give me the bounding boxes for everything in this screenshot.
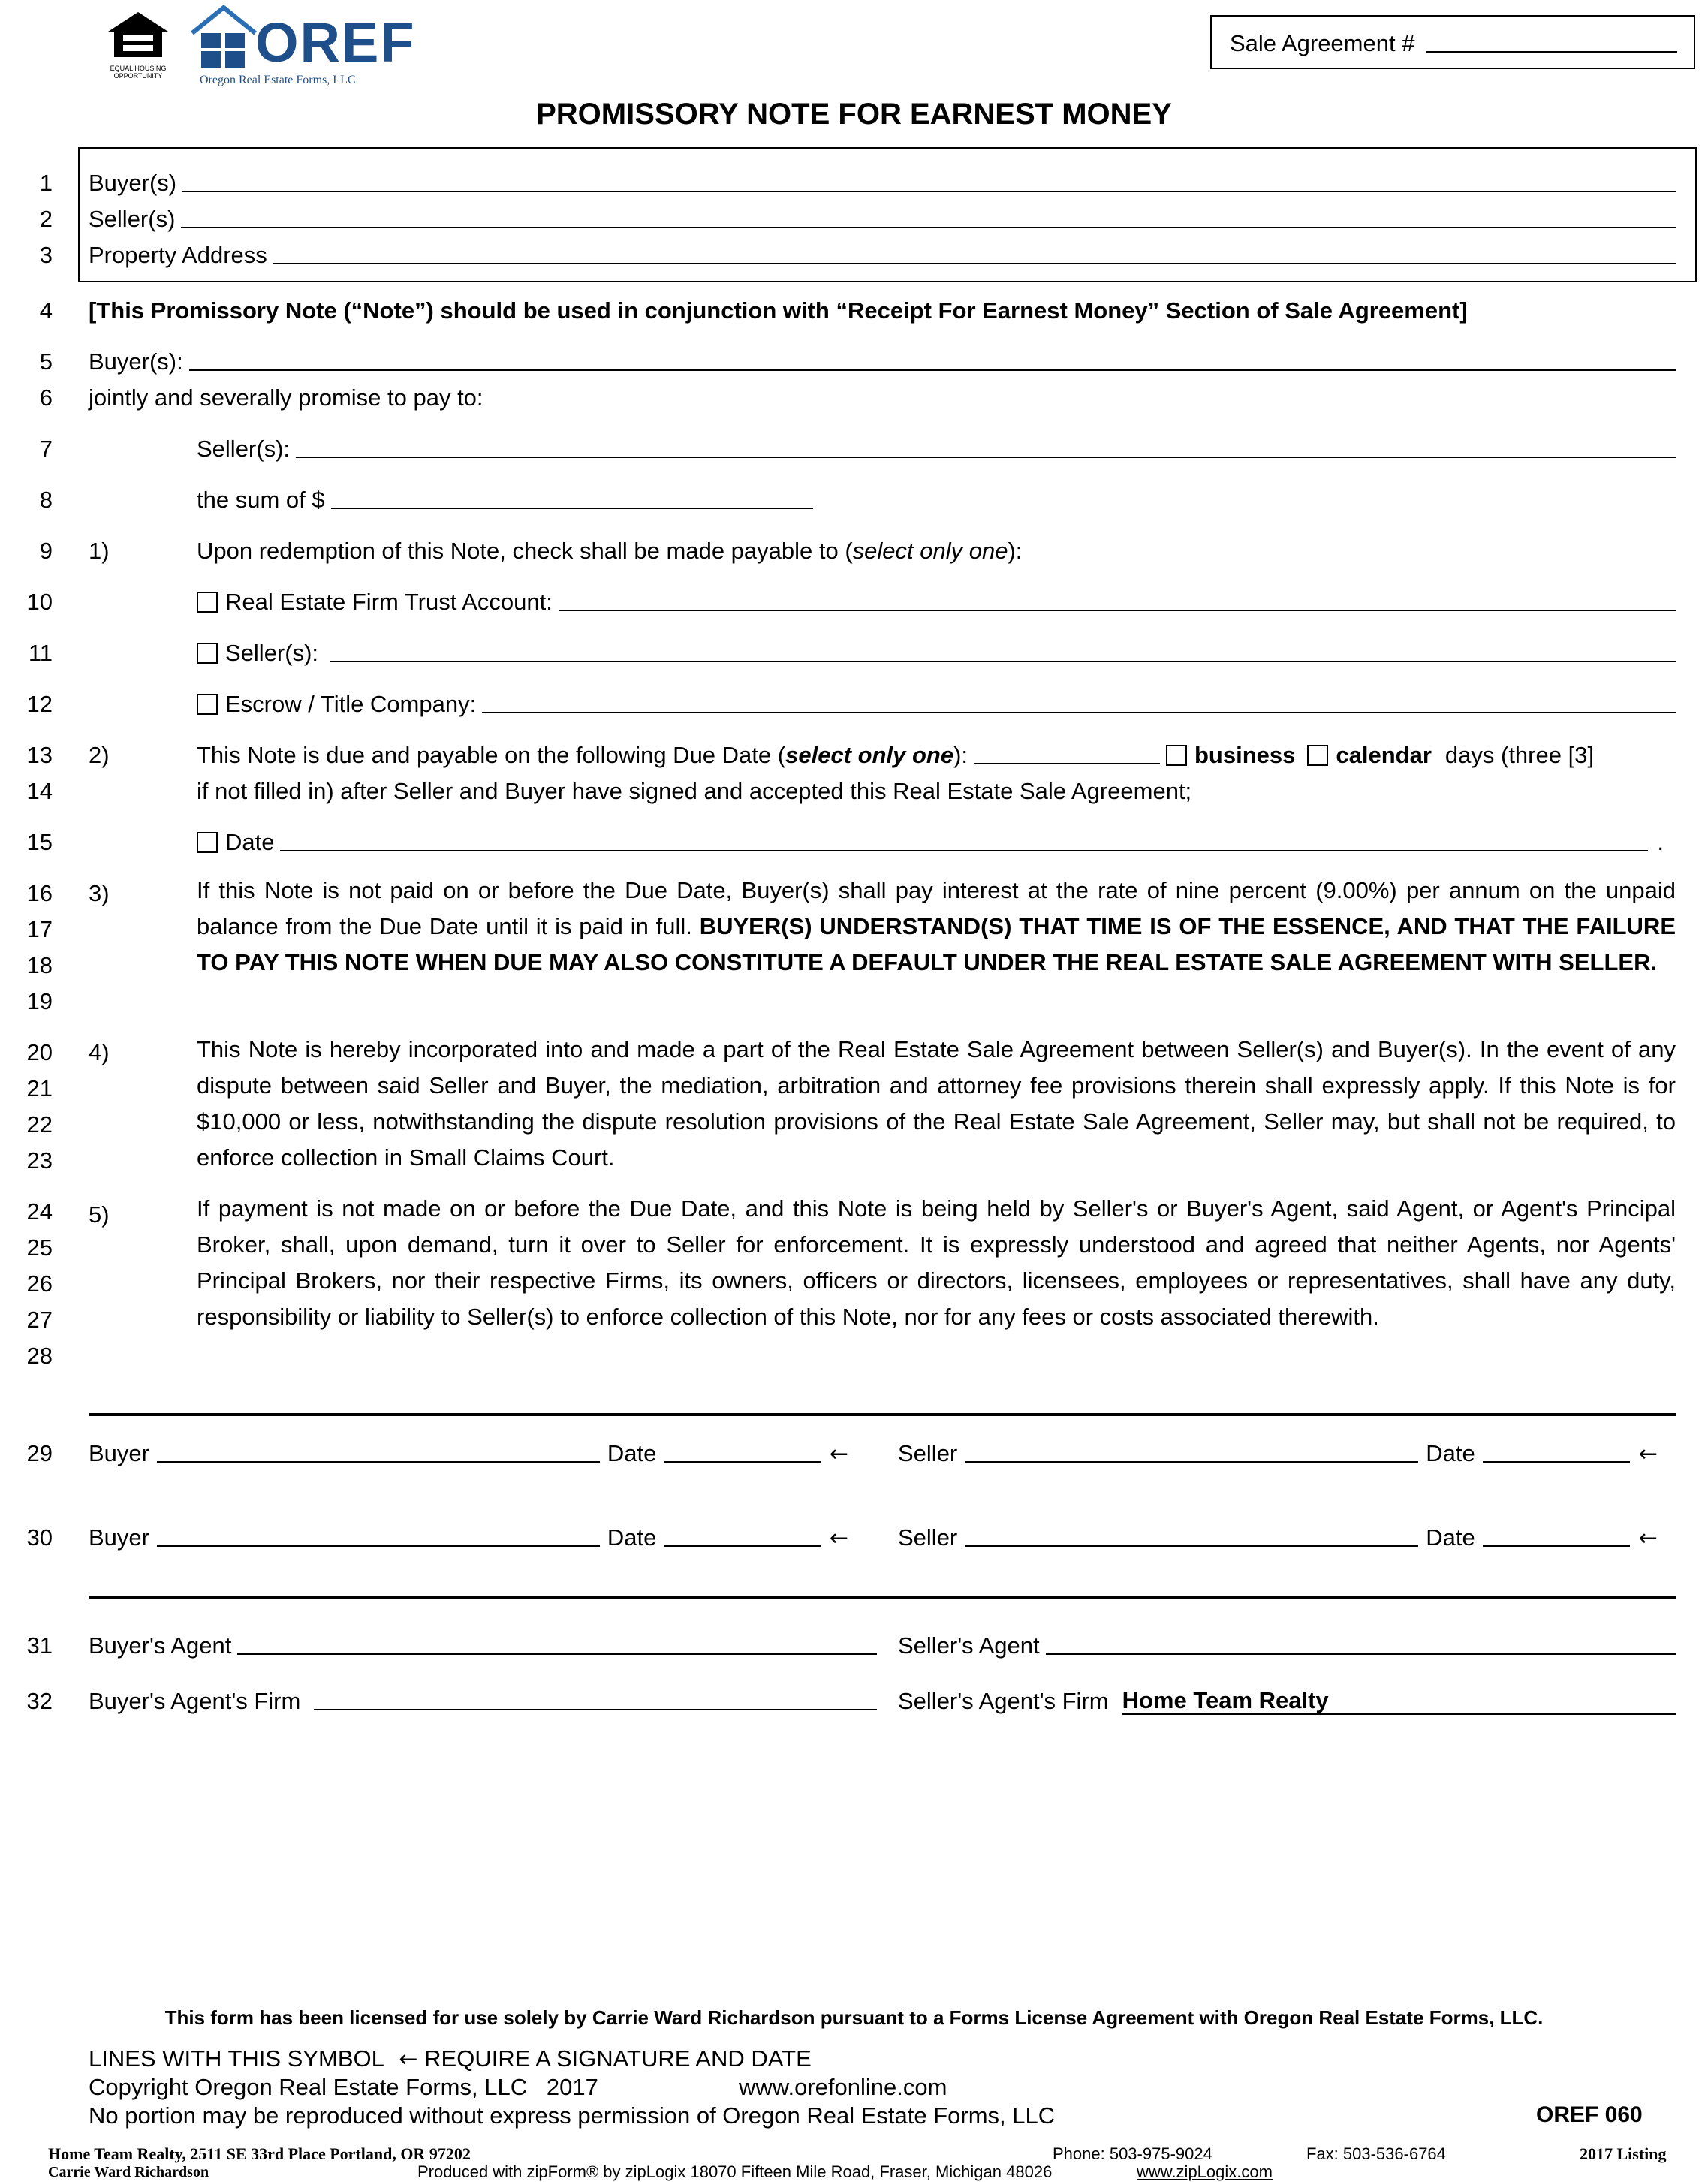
item-4-number: 4) <box>89 1039 110 1065</box>
buyers-label: Buyer(s) <box>89 170 177 196</box>
line-number: 27 <box>26 1306 53 1333</box>
due-date-period: . <box>1657 829 1664 855</box>
ziplogix-link[interactable]: www.zipLogix.com <box>1137 2162 1273 2181</box>
sale-agreement-label: Sale Agreement # <box>1230 30 1415 56</box>
buyer-2-date-field[interactable] <box>664 1545 820 1547</box>
line-number: 4 <box>39 297 53 324</box>
firm-trust-label: Real Estate Firm Trust Account: <box>225 589 553 615</box>
sellers-label: Seller(s) <box>89 206 176 232</box>
item-1-text-b: ): <box>1008 538 1023 564</box>
due-date-checkbox[interactable] <box>197 832 218 853</box>
note-sellers-field[interactable] <box>296 457 1676 458</box>
line-number: 21 <box>26 1075 53 1102</box>
item-1-text <box>197 538 1022 565</box>
line-number: 17 <box>26 916 53 942</box>
line-number: 31 <box>26 1632 53 1659</box>
item-3-text: If this Note is not paid on or before the Due Date, Buyer(s) shall pay interest at the rate of nine percent (9.00%) per annum on the unpaid balance from the Due Date until it is paid in full. <box>197 877 1676 939</box>
line-number: 2 <box>39 206 53 232</box>
item-3-paragraph <box>197 872 1676 981</box>
line-number: 8 <box>39 487 53 513</box>
line-number: 30 <box>26 1524 53 1551</box>
property-address-field[interactable] <box>273 263 1676 264</box>
line-number: 14 <box>26 778 53 804</box>
calendar-label: calendar <box>1336 742 1432 768</box>
buyer-2-date-label: Date <box>607 1524 657 1551</box>
firm-phone: Phone: 503-975-9024 <box>1053 2144 1212 2163</box>
escrow-field[interactable] <box>482 712 1676 713</box>
item-3-bold-text: BUYER(S) UNDERSTAND(S) THAT TIME IS OF THE ESSENCE, AND THAT THE FAILURE TO PAY THIS NOTE WHEN DUE MAY ALSO CONSTITUTE A DEFAULT UNDER THE REAL ESTATE SALE AGREEMENT WITH SELLER. <box>197 913 1676 975</box>
buyers-agent-field[interactable] <box>237 1653 877 1655</box>
sum-field[interactable] <box>331 508 813 509</box>
item-5-paragraph: If payment is not made on or before the Due Date, and this Note is being held by Seller's or Buyer's Agent, said Agent, or Agent's Principal Broker, shall, upon demand, turn it over to Seller for enforcement. It is expressly understood and agreed that neither Agents, nor Agents' Principal Brokers, nor their respective Firms, its owners, officers or directors, licensees, employees or representatives, shall have any duty, responsibility or liability to Seller(s) to enforce collection of this Note, nor for any fees or costs associated therewith. <box>197 1195 1676 1330</box>
seller-1-date-field[interactable] <box>1483 1461 1630 1463</box>
line-number: 26 <box>26 1270 53 1297</box>
item-2-text-b: ): <box>953 742 968 768</box>
symbol-legend-text-a: LINES WITH THIS SYMBOL <box>89 2045 384 2072</box>
payable-seller-checkbox[interactable] <box>197 643 218 664</box>
seller-2-date-label: Date <box>1426 1524 1475 1551</box>
line-number: 6 <box>39 384 53 411</box>
line-number: 20 <box>26 1039 53 1065</box>
sale-agreement-number-field[interactable] <box>1426 51 1677 53</box>
line-number: 19 <box>26 988 53 1014</box>
line-number: 25 <box>26 1234 53 1261</box>
copyright: Copyright Oregon Real Estate Forms, LLC 2017 <box>89 2074 598 2100</box>
item-1-text-a: Upon redemption of this Note, check shall be made payable to ( <box>197 538 853 564</box>
line-number: 13 <box>26 742 53 768</box>
note-intro: [This Promissory Note (“Note”) should be used in conjunction with “Receipt For Earnest Money” Section of Sale Agreement] <box>89 297 1468 324</box>
note-buyers-field[interactable] <box>189 369 1676 371</box>
sellers-firm-field[interactable] <box>1122 1688 1676 1715</box>
business-days-checkbox[interactable] <box>1166 745 1187 766</box>
sellers-agent-label: Seller's Agent <box>898 1632 1040 1659</box>
line-number: 11 <box>28 640 53 666</box>
firm-address: Home Team Realty, 2511 SE 33rd Place Portland, OR 97202 <box>48 2144 471 2163</box>
seller-1-signature-field[interactable] <box>965 1461 1418 1463</box>
seller-1-date-label: Date <box>1426 1440 1475 1466</box>
calendar-days-checkbox[interactable] <box>1307 745 1328 766</box>
seller-2-date-field[interactable] <box>1483 1545 1630 1547</box>
signature-arrow-icon: ← <box>829 1441 848 1467</box>
oref-logo-text: OREF <box>255 11 416 74</box>
due-date-field[interactable] <box>280 850 1648 851</box>
signature-divider <box>89 1413 1676 1416</box>
buyer-2-label: Buyer <box>89 1524 149 1551</box>
symbol-legend <box>89 2045 812 2072</box>
payable-seller-field[interactable] <box>330 661 1676 662</box>
seller-2-label: Seller <box>898 1524 958 1551</box>
firm-trust-field[interactable] <box>559 610 1676 611</box>
item-2-text-em: select only one <box>785 742 954 768</box>
jointly-text: jointly and severally promise to pay to: <box>89 384 483 411</box>
due-days-field[interactable] <box>974 763 1160 764</box>
buyers-field[interactable] <box>182 191 1676 192</box>
due-date-label: Date <box>225 829 275 855</box>
escrow-label: Escrow / Title Company: <box>225 691 477 717</box>
line-number: 16 <box>26 880 53 906</box>
symbol-legend-text-b: REQUIRE A SIGNATURE AND DATE <box>424 2045 812 2072</box>
oref-website: www.orefonline.com <box>739 2074 947 2100</box>
line-number: 18 <box>26 952 53 978</box>
business-label: business <box>1194 742 1296 768</box>
note-sellers-label: Seller(s): <box>197 435 291 462</box>
line-number: 9 <box>39 538 53 564</box>
form-id: OREF 060 <box>1536 2102 1643 2127</box>
firm-fax: Fax: 503-536-6764 <box>1306 2144 1446 2163</box>
buyers-firm-label: Buyer's Agent's Firm <box>89 1688 301 1714</box>
line-number: 23 <box>26 1147 53 1174</box>
line-number: 5 <box>39 348 53 375</box>
line-number: 10 <box>26 589 53 615</box>
page-title: PROMISSORY NOTE FOR EARNEST MONEY <box>536 98 1172 131</box>
line-number: 22 <box>26 1111 53 1138</box>
buyer-1-label: Buyer <box>89 1440 149 1466</box>
seller-1-label: Seller <box>898 1440 958 1466</box>
note-buyers-label: Buyer(s): <box>89 348 183 375</box>
item-2-line2: if not filled in) after Seller and Buyer have signed and accepted this Real Estate Sale Agreement; <box>197 778 1192 804</box>
item-1-number: 1) <box>89 538 110 564</box>
item-2-number: 2) <box>89 742 110 768</box>
line-number: 15 <box>26 829 53 855</box>
sellers-field[interactable] <box>181 227 1676 228</box>
signature-arrow-icon: ← <box>829 1525 848 1551</box>
line-number: 24 <box>26 1198 53 1225</box>
property-address-label: Property Address <box>89 242 267 268</box>
buyer-1-date-field[interactable] <box>664 1461 820 1463</box>
item-5-number: 5) <box>89 1201 110 1228</box>
line-number: 1 <box>39 170 53 196</box>
sellers-firm-label: Seller's Agent's Firm <box>898 1688 1109 1714</box>
line-number: 12 <box>26 691 53 717</box>
listing-label: 2017 Listing <box>1580 2144 1667 2163</box>
equal-housing-text: EQUAL HOUSING OPPORTUNITY <box>110 65 167 80</box>
agents-divider <box>89 1596 1676 1599</box>
buyer-1-date-label: Date <box>607 1440 657 1466</box>
item-4-paragraph: This Note is hereby incorporated into and made a part of the Real Estate Sale Agreement between Seller(s) and Buyer(s). In the event of any dispute between said Seller and Buyer, the mediation, arbitration and attorney fee provisions therein shall expressly apply. If this Note is for $10,000 or less, notwithstanding the dispute resolution provisions of the Real Estate Sale Agreement, Seller may, but shall not be required, to enforce collection in Small Claims Court. <box>197 1036 1676 1171</box>
payable-seller-label: Seller(s): <box>225 640 319 666</box>
signature-arrow-icon: ← <box>1638 1441 1658 1467</box>
line-number: 7 <box>39 435 53 462</box>
firm-trust-checkbox[interactable] <box>197 592 218 613</box>
buyers-firm-field[interactable] <box>314 1709 877 1710</box>
agent-name: Carrie Ward Richardson <box>48 2164 209 2180</box>
signature-arrow-icon: ← <box>399 2046 418 2072</box>
signature-arrow-icon: ← <box>1638 1525 1658 1551</box>
line-number: 3 <box>39 242 53 268</box>
equal-housing-icon <box>104 9 173 59</box>
line-number: 29 <box>26 1440 53 1466</box>
days-text: days (three [3] <box>1444 742 1595 768</box>
buyer-2-signature-field[interactable] <box>157 1545 600 1547</box>
sale-agreement-box <box>1210 15 1695 69</box>
sellers-firm-value: Home Team Realty <box>1122 1687 1329 1713</box>
item-2-text-a: This Note is due and payable on the following Due Date ( <box>197 742 786 768</box>
sellers-agent-field[interactable] <box>1046 1653 1676 1655</box>
license-notice: This form has been licensed for use solely by Carrie Ward Richardson pursuant to a Forms License Agreement with Oregon Real Estate Forms, LLC. <box>164 2006 1544 2029</box>
seller-2-signature-field[interactable] <box>965 1545 1418 1547</box>
oref-logo-subtext: Oregon Real Estate Forms, LLC <box>200 74 356 86</box>
buyers-agent-label: Buyer's Agent <box>89 1632 232 1659</box>
buyer-1-signature-field[interactable] <box>157 1461 600 1463</box>
oref-house-icon <box>189 3 258 72</box>
item-3-number: 3) <box>89 880 110 906</box>
line-number: 32 <box>26 1688 53 1714</box>
produced-with: Produced with zipForm® by zipLogix 18070 Fifteen Mile Road, Fraser, Michigan 48026 <box>417 2162 1053 2181</box>
no-portion-notice: No portion may be reproduced without express permission of Oregon Real Estate Forms, LLC <box>89 2102 1056 2129</box>
escrow-checkbox[interactable] <box>197 694 218 715</box>
equal-housing-logo <box>104 9 176 80</box>
line-number: 28 <box>26 1343 53 1369</box>
item-1-text-em: select only one <box>852 538 1008 564</box>
sum-label: the sum of $ <box>197 487 325 513</box>
